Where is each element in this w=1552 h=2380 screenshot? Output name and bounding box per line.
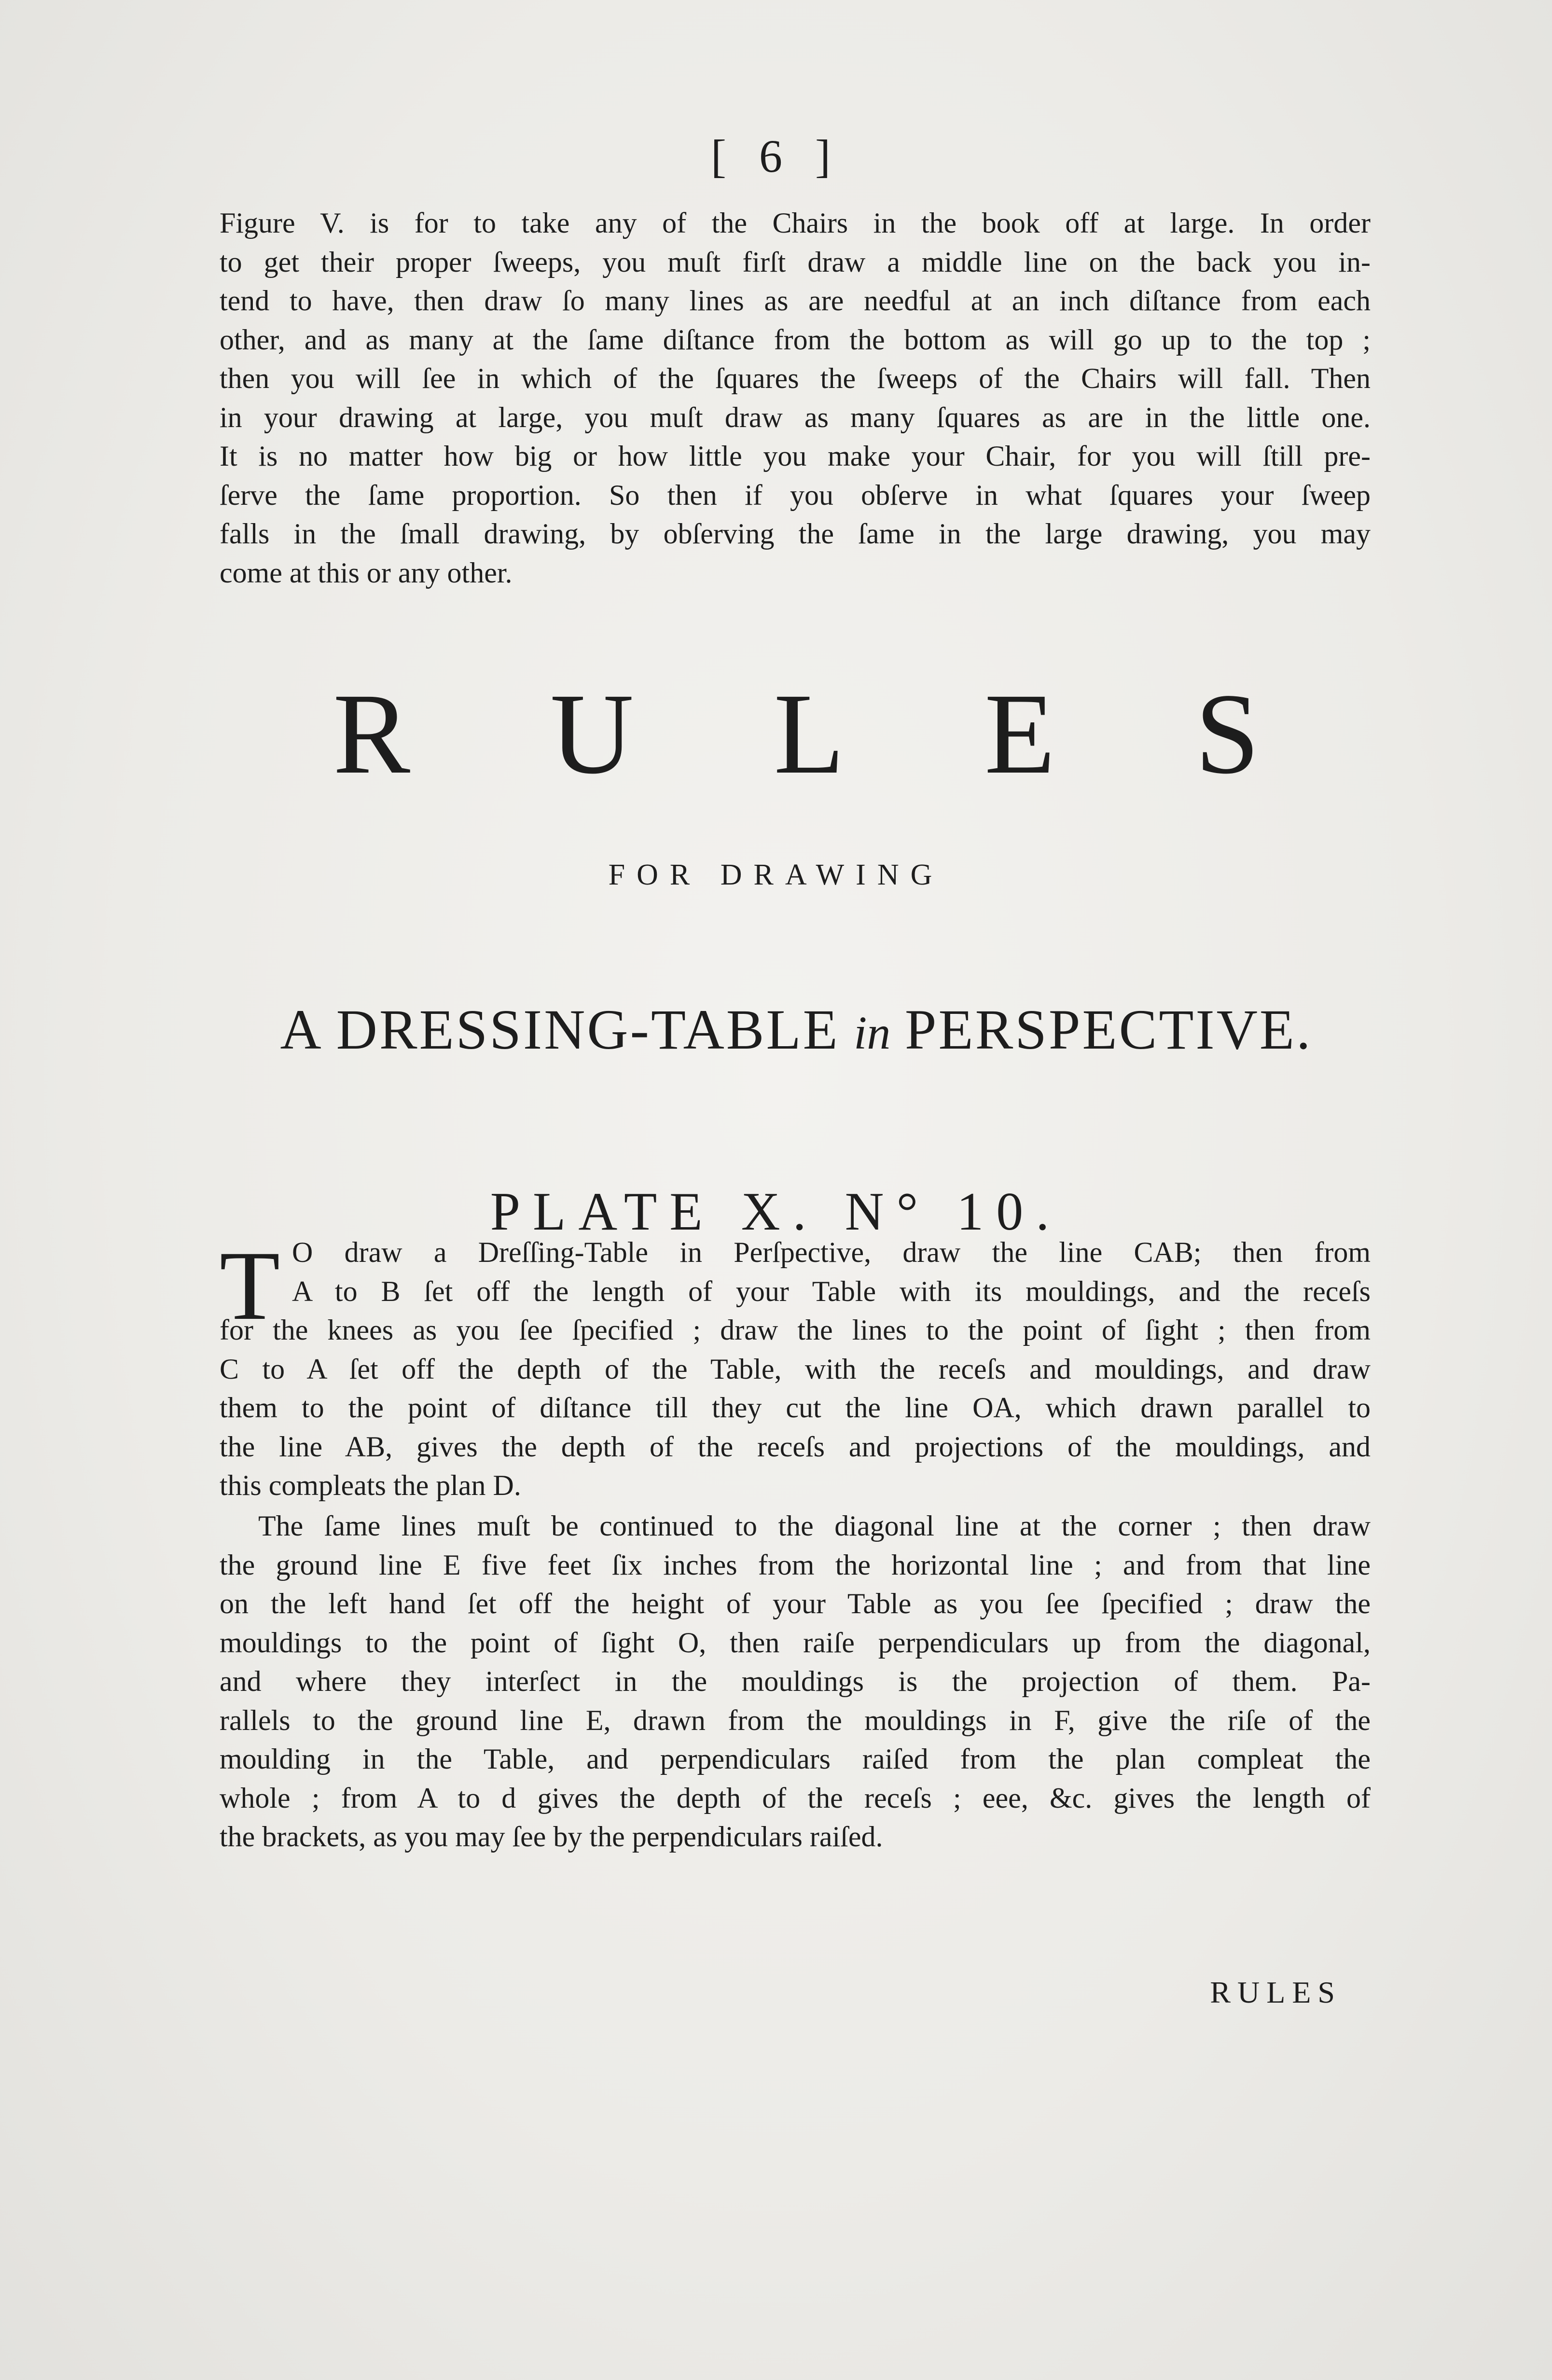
text-line: C to A ſet off the depth of the Table, with the receſs and mouldings, and draw xyxy=(220,1353,1371,1385)
title-letter: U xyxy=(550,669,634,798)
text-line: moulding in the Table, and perpendiculars raiſed from the plan compleat the xyxy=(220,1743,1371,1775)
drop-cap: T xyxy=(220,1231,280,1341)
text-line: Figure V. is for to take any of the Chairs in the book off at large. In order xyxy=(220,207,1371,239)
text-line: and where they interſect in the mouldings is the projection of them. Pa- xyxy=(220,1665,1371,1697)
catchword: RULES xyxy=(1210,1975,1342,2009)
title-letter: L xyxy=(774,669,845,798)
text-line: the brackets, as you may ſee by the perpendiculars raiſed. xyxy=(220,1821,883,1853)
text-line: mouldings to the point of ſight O, then raiſe perpendiculars up from the diagonal, xyxy=(220,1626,1371,1659)
intro-paragraph xyxy=(220,204,1371,592)
text-line: It is no matter how big or how little you make your Chair, for you will ſtill pre- xyxy=(220,440,1371,472)
text-line: whole ; from A to d gives the depth of the receſs ; eee, &c. gives the length of xyxy=(220,1782,1371,1814)
text-line: the ground line E five feet ſix inches from the horizontal line ; and from that line xyxy=(220,1549,1371,1581)
subtitle-part-2: in xyxy=(854,1007,891,1059)
text-line: on the left hand ſet off the height of your Table as you ſee ſpecified ; draw the xyxy=(220,1588,1371,1619)
title-letter: R xyxy=(333,669,411,798)
text-line: for the knees as you ſee ſpecified ; draw the lines to the point of ſight ; then from xyxy=(220,1314,1371,1346)
title-letter: S xyxy=(1195,669,1260,798)
text-line: in your drawing at large, you muſt draw as many ſquares as are in the little one. xyxy=(220,401,1371,433)
text-line: the line AB, gives the depth of the receſs and projections of the mouldings, and xyxy=(220,1430,1371,1463)
text-line: The ſame lines muſt be continued to the diagonal line at the corner ; then draw xyxy=(258,1510,1371,1542)
title-rules xyxy=(333,669,1260,798)
title-letter: E xyxy=(984,669,1055,798)
text-line: come at this or any other. xyxy=(220,556,513,589)
subtitle-for-drawing: FOR DRAWING xyxy=(608,858,944,891)
text-line: rallels to the ground line E, drawn from the mouldings in F, give the riſe of the xyxy=(220,1704,1371,1736)
text-line: this compleats the plan D. xyxy=(220,1469,521,1501)
text-line: to get their proper ſweeps, you muſt firſt draw a middle line on the back you in- xyxy=(220,246,1371,278)
text-line: ſerve the ſame proportion. So then if you obſerve in what ſquares your ſweep xyxy=(220,479,1371,511)
text-line: other, and as many at the ſame diſtance from the bottom as will go up to the top ; xyxy=(220,323,1371,356)
text-line: tend to have, then draw ſo many lines as are needful at an inch diſtance from each xyxy=(220,285,1371,317)
subtitle-part-3: PERSPECTIVE. xyxy=(904,998,1313,1061)
body-paragraph-2 xyxy=(220,1507,1371,1856)
text-line: them to the point of diſtance till they cut the line OA, which drawn parallel to xyxy=(220,1392,1371,1424)
text-line: A to B ſet off the length of your Table with its mouldings, and the receſs xyxy=(292,1275,1371,1307)
subtitle-dressing-table xyxy=(212,998,1380,1061)
text-line: falls in the ſmall drawing, by obſerving the ſame in the large drawing, you may xyxy=(220,518,1371,550)
body-paragraph-1 xyxy=(220,1233,1371,1505)
subtitle-part-1: A DRESSING-TABLE xyxy=(280,998,840,1061)
page-number: [ 6 ] xyxy=(711,130,841,182)
text-line: then you will ſee in which of the ſquares the ſweeps of the Chairs will fall. Then xyxy=(220,362,1371,394)
text-line: O draw a Dreſſing-Table in Perſpective, draw the line CAB; then from xyxy=(292,1236,1371,1268)
plate-heading: PLATE X. N° 10. xyxy=(490,1182,1062,1242)
